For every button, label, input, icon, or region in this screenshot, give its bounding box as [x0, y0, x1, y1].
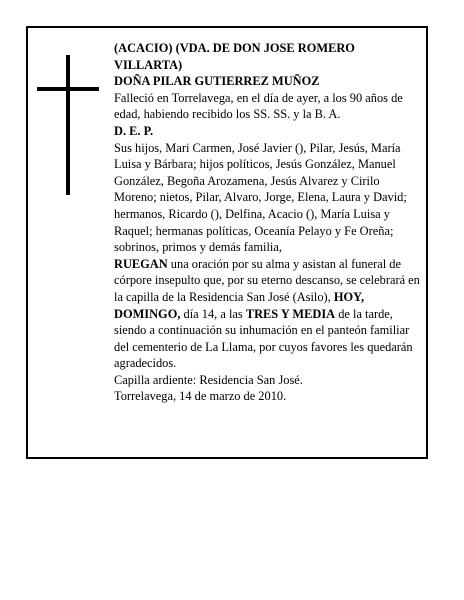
chapel-line: Capilla ardiente: Residencia San José.	[114, 372, 303, 387]
funeral-paragraph	[114, 256, 420, 372]
time-label: TRES Y MEDIA	[245, 306, 336, 321]
cross-icon-bar	[37, 87, 99, 91]
deceased-name: DOÑA PILAR GUTIERREZ MUÑOZ	[114, 74, 320, 89]
closing-text: de la tarde, siendo a continuación su inhumación en el panteón familiar del cementerio de La Llama, por cuyos favores les quedarán agradecidos.	[114, 306, 413, 371]
ruegan-label: RUEGAN	[114, 256, 168, 271]
today-label: HOY, DOMINGO,	[114, 289, 365, 321]
place-date-line: Torrelavega, 14 de marzo de 2010.	[114, 389, 287, 404]
day-text: día 14, a las	[180, 306, 246, 321]
death-announcement: Falleció en Torrelavega, en el día de ayer, a los 90 años de edad, habiendo recibido los SS. SS. y la B. A.	[114, 90, 403, 122]
dep-label: D. E. P.	[114, 123, 154, 138]
ruegan-text: una oración por su alma y asistan al funeral de córpore insepulto que, por su eterno descanso, se celebrará en la capilla de la Residencia San José (Asilo),	[114, 256, 420, 304]
family-list: Sus hijos, Mari Carmen, José Javier (), Pilar, Jesús, María Luisa y Bárbara; hijos políticos, Jesús González, Manuel González, Begoña Arozamena, Jesús Alvarez y Cirilo Moreno; nietos, Pilar, Alvaro, Jorge, Elena, Laura y David; hermanos, Ricardo (), Delfina, Acacio (), María Luisa y Raquel; hermanas políticas, Oceanía Pelayo y Fe Oreña; sobrinos, primos y demás familia,	[114, 140, 407, 255]
obituary-heading: (ACACIO) (VDA. DE DON JOSE ROMERO VILLARTA)	[114, 41, 355, 72]
cross-icon	[66, 55, 70, 195]
obituary-text	[114, 40, 420, 405]
